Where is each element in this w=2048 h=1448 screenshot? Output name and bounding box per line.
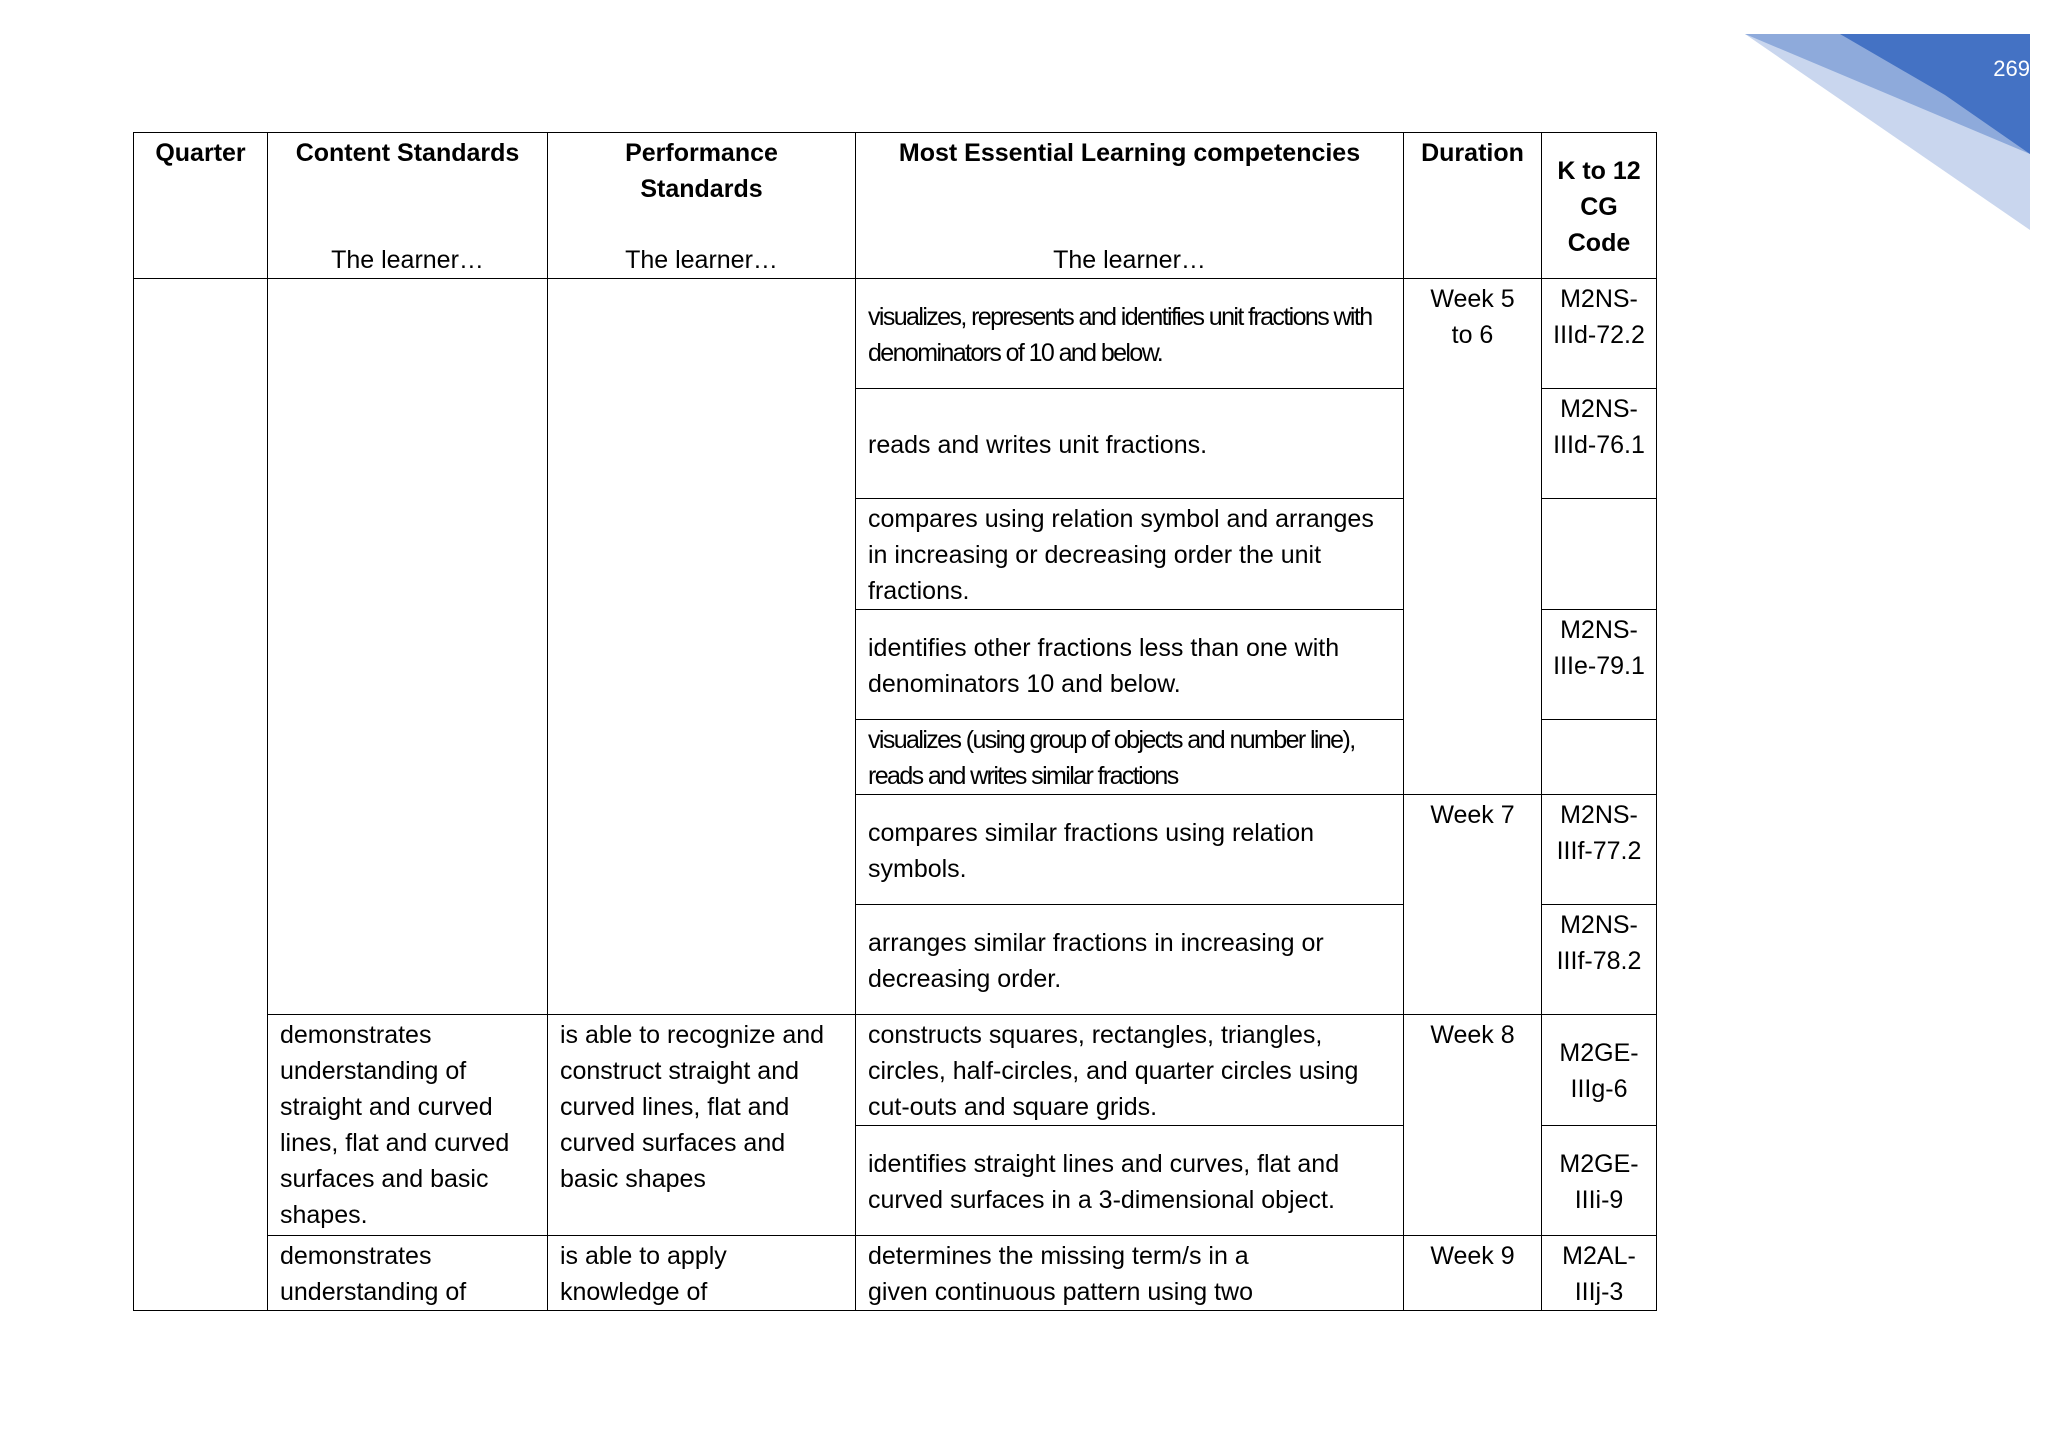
competency-cell: visualizes (using group of objects and number line), reads and writes similar fractions bbox=[856, 720, 1404, 795]
code-cell: M2NS-IIIe-79.1 bbox=[1542, 610, 1657, 720]
header-content-standards: Content Standards The learner… bbox=[268, 133, 548, 279]
performance-standards-cell-fractions bbox=[548, 279, 856, 1015]
table-row bbox=[134, 279, 1657, 389]
header-learner-melc: The learner… bbox=[1053, 246, 1206, 274]
code-cell: M2NS-IIIf-78.2 bbox=[1542, 905, 1657, 1015]
competency-cell: identifies other fractions less than one with denominators 10 and below. bbox=[856, 610, 1404, 720]
code-cell: M2NS-IIIf-77.2 bbox=[1542, 795, 1657, 905]
header-melc: Most Essential Learning competencies The learner… bbox=[856, 133, 1404, 279]
header-quarter: Quarter bbox=[134, 133, 268, 279]
table-row bbox=[134, 1015, 1657, 1126]
header-performance-standards: Performance Standards The learner… bbox=[548, 133, 856, 279]
performance-standards-cell-geometry: is able to recognize and construct straight and curved lines, flat and curved surfaces and basic shapes bbox=[548, 1015, 856, 1236]
competency-cell: visualizes, represents and identifies unit fractions with denominators of 10 and below. bbox=[856, 279, 1404, 389]
competency-cell: compares using relation symbol and arranges in increasing or decreasing order the unit fractions. bbox=[856, 499, 1404, 610]
code-cell: M2NS-IIId-72.2 bbox=[1542, 279, 1657, 389]
content-standards-cell-pattern: demonstrates understanding of bbox=[268, 1236, 548, 1311]
competency-cell: arranges similar fractions in increasing or decreasing order. bbox=[856, 905, 1404, 1015]
duration-cell: Week 8 bbox=[1404, 1015, 1542, 1236]
code-cell: M2AL-IIIj-3 bbox=[1542, 1236, 1657, 1311]
curriculum-table bbox=[133, 132, 1657, 1311]
performance-standards-cell-pattern: is able to apply knowledge of bbox=[548, 1236, 856, 1311]
page-number: 269 bbox=[1993, 56, 2030, 81]
quarter-cell bbox=[134, 279, 268, 1311]
header-duration: Duration bbox=[1404, 133, 1542, 279]
code-cell bbox=[1542, 720, 1657, 795]
competency-cell: compares similar fractions using relation symbols. bbox=[856, 795, 1404, 905]
table-row bbox=[134, 1236, 1657, 1311]
code-cell: M2GE-IIIi-9 bbox=[1542, 1126, 1657, 1236]
code-cell: M2GE-IIIg-6 bbox=[1542, 1015, 1657, 1126]
content-standards-cell-geometry: demonstrates understanding of straight and curved lines, flat and curved surfaces and basic shapes. bbox=[268, 1015, 548, 1236]
competency-cell: identifies straight lines and curves, flat and curved surfaces in a 3-dimensional object. bbox=[856, 1126, 1404, 1236]
header-learner-performance: The learner… bbox=[625, 246, 778, 274]
header-code: K to 12 CG Code bbox=[1542, 133, 1657, 279]
competency-cell: constructs squares, rectangles, triangles, circles, half-circles, and quarter circles using cut-outs and square grids. bbox=[856, 1015, 1404, 1126]
code-cell: M2NS-IIId-76.1 bbox=[1542, 389, 1657, 499]
duration-cell: Week 7 bbox=[1404, 795, 1542, 1015]
header-learner-content: The learner… bbox=[331, 246, 484, 274]
competency-cell: determines the missing term/s in a given continuous pattern using two bbox=[856, 1236, 1404, 1311]
content-standards-cell-fractions bbox=[268, 279, 548, 1015]
duration-cell: Week 5 to 6 bbox=[1404, 279, 1542, 795]
table-header-row bbox=[134, 133, 1657, 279]
competency-cell: reads and writes unit fractions. bbox=[856, 389, 1404, 499]
code-cell bbox=[1542, 499, 1657, 610]
duration-cell: Week 9 bbox=[1404, 1236, 1542, 1311]
